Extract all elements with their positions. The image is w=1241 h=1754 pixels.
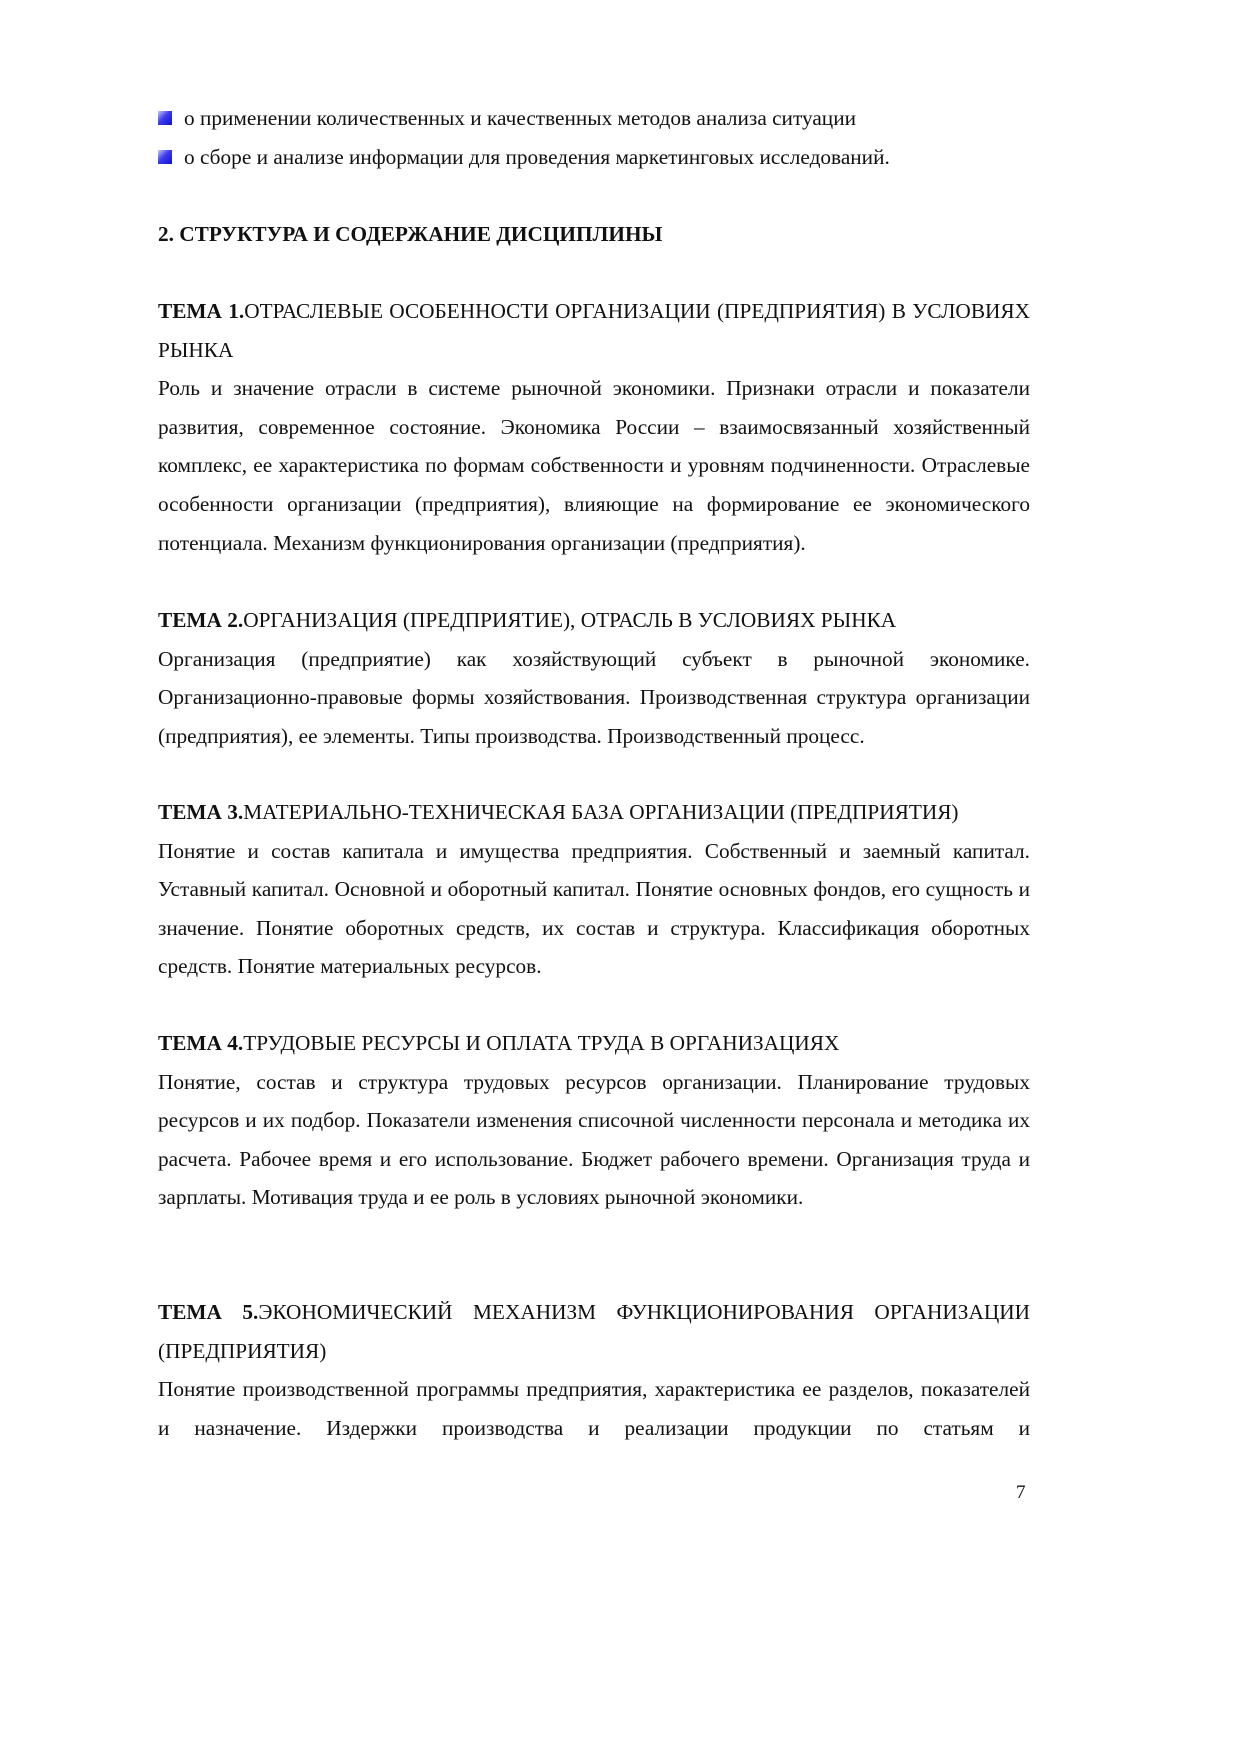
bullet-list bbox=[158, 99, 1030, 176]
topic-body: Понятие и состав капитала и имущества предприятия. Собственный и заемный капитал. Уставный капитал. Основной и оборотный капитал. Понятие основных фондов, его сущность и значение. Понятие оборотных средств, их состав и структура. Классификация оборотных средств. Понятие материальных ресурсов. bbox=[158, 838, 1030, 979]
topic-title: ТРУДОВЫЕ РЕСУРСЫ И ОПЛАТА ТРУДА В ОРГАНИЗАЦИЯХ bbox=[243, 1031, 840, 1055]
topic-4 bbox=[158, 1024, 1030, 1217]
section-title: 2. СТРУКТУРА И СОДЕРЖАНИЕ ДИСЦИПЛИНЫ bbox=[158, 222, 663, 246]
topic-heading bbox=[158, 601, 1030, 640]
bullet-text: о сборе и анализе информации для проведения маркетинговых исследований. bbox=[184, 144, 890, 169]
topic-title: ЭКОНОМИЧЕСКИЙ МЕХАНИЗМ ФУНКЦИОНИРОВАНИЯ ОРГАНИЗАЦИИ (ПРЕДПРИЯТИЯ) bbox=[158, 1300, 1030, 1363]
topic-body: Организация (предприятие) как хозяйствующий субъект в рыночной экономике. Организационно-правовые формы хозяйствования. Производственная структура организации (предприятия), ее элементы. Типы производства. Производственный процесс. bbox=[158, 646, 1030, 748]
topic-body: Понятие производственной программы предприятия, характеристика ее разделов, показателей и назначение. Издержки производства и реализации продукции по статьям и bbox=[158, 1377, 1030, 1440]
topic-label: ТЕМА 4. bbox=[158, 1031, 244, 1055]
topic-label: ТЕМА 5. bbox=[158, 1300, 259, 1324]
topic-1 bbox=[158, 292, 1030, 562]
topic-body: Понятие, состав и структура трудовых ресурсов организации. Планирование трудовых ресурсов и их подбор. Показатели изменения списочной численности персонала и методика их расчета. Рабочее время и его использование. Бюджет рабочего времени. Организация труда и зарплаты. Мотивация труда и ее роль в условиях рыночной экономики. bbox=[158, 1069, 1030, 1210]
topic-body: Роль и значение отрасли в системе рыночной экономики. Признаки отрасли и показатели развития, современное состояние. Экономика России – взаимосвязанный хозяйственный комплекс, ее характеристика по формам собственности и уровням подчиненности. Отраслевые особенности организации (предприятия), влияющие на формирование ее экономического потенциала. Механизм функционирования организации (предприятия). bbox=[158, 376, 1030, 555]
list-item bbox=[158, 138, 1030, 177]
topic-label: ТЕМА 2. bbox=[158, 608, 244, 632]
topic-2 bbox=[158, 601, 1030, 755]
page-number: 7 bbox=[1016, 1482, 1026, 1503]
topic-5 bbox=[158, 1293, 1030, 1447]
topic-title: МАТЕРИАЛЬНО-ТЕХНИЧЕСКАЯ БАЗА ОРГАНИЗАЦИИ (ПРЕДПРИЯТИЯ) bbox=[243, 800, 959, 824]
bullet-text: о применении количественных и качественных методов анализа ситуации bbox=[184, 106, 856, 130]
topic-label: ТЕМА 3. bbox=[158, 800, 244, 824]
topic-heading bbox=[158, 1293, 1030, 1370]
list-item bbox=[158, 99, 1030, 138]
topic-heading bbox=[158, 292, 1030, 369]
topic-title: ОТРАСЛЕВЫЕ ОСОБЕННОСТИ ОРГАНИЗАЦИИ (ПРЕДПРИЯТИЯ) В УСЛОВИЯХ РЫНКА bbox=[158, 299, 1030, 362]
topic-title: ОРГАНИЗАЦИЯ (ПРЕДПРИЯТИЕ), ОТРАСЛЬ В УСЛОВИЯХ РЫНКА bbox=[243, 608, 897, 632]
topic-heading bbox=[158, 793, 1030, 832]
square-bullet-icon bbox=[158, 111, 172, 125]
square-bullet-icon bbox=[158, 150, 172, 164]
topic-label: ТЕМА 1. bbox=[158, 299, 245, 323]
topic-heading bbox=[158, 1024, 1030, 1063]
topic-3 bbox=[158, 793, 1030, 986]
